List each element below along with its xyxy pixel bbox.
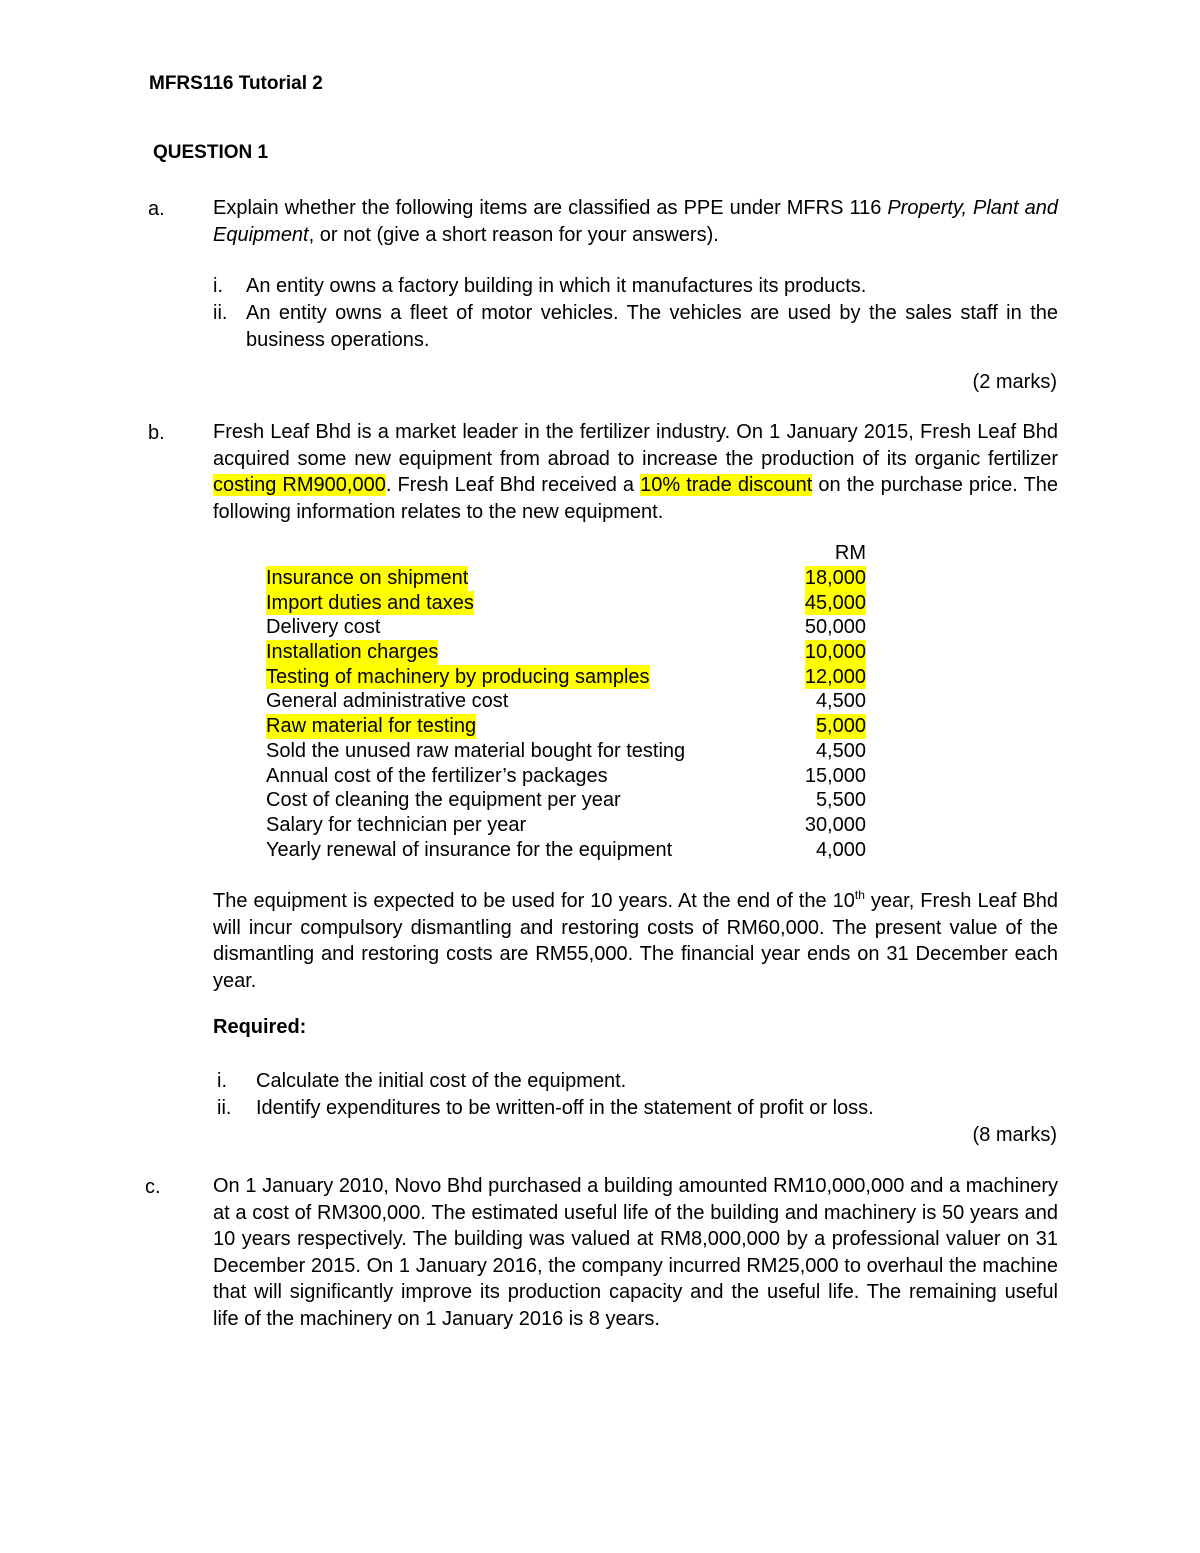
cost-value: 5,500: [815, 789, 866, 812]
list-item: [213, 273, 1058, 300]
cost-label: General administrative cost: [266, 690, 509, 713]
cost-value: 30,000: [804, 813, 866, 836]
cost-label: Cost of cleaning the equipment per year: [266, 789, 621, 812]
item-text: Calculate the initial cost of the equipment.: [256, 1070, 627, 1092]
part-b-intro-end: on the purchase price. The following information relates to the new equipment.: [213, 474, 1058, 523]
cost-row: [266, 640, 866, 665]
cost-value: 15,000: [804, 764, 866, 787]
purchase-cost-highlight: costing RM900,000: [213, 474, 386, 496]
item-number: i.: [213, 275, 223, 297]
cost-row: [266, 615, 866, 640]
part-b-marks: (8 marks): [972, 1124, 1057, 1146]
cost-row: [266, 591, 866, 616]
part-a-items: [213, 273, 1058, 354]
cost-label: Insurance on shipment: [266, 567, 469, 589]
cost-label: Annual cost of the fertilizer’s packages: [266, 764, 608, 787]
item-text: An entity owns a factory building in which it manufactures its products.: [246, 275, 867, 297]
required-items: [213, 1068, 1058, 1122]
cost-row: [266, 689, 866, 714]
cost-label: Raw material for testing: [266, 715, 477, 738]
cost-label: Installation charges: [266, 641, 439, 664]
part-a-intro: [213, 195, 1058, 248]
cost-label: Yearly renewal of insurance for the equipment: [266, 838, 673, 861]
cost-row: [266, 764, 866, 789]
part-b-life-text-2: year, Fresh Leaf Bhd will incur compulsory dismantling and restoring costs of RM60,000. The present value of the dismantling and restoring costs are RM55,000. The financial year ends on 31 December each year.: [213, 890, 1058, 992]
list-item: [213, 1068, 1058, 1095]
cost-value: 12,000: [804, 665, 866, 688]
item-number: ii.: [217, 1097, 232, 1119]
cost-table-header: [266, 542, 866, 566]
cost-value: 10,000: [804, 641, 866, 664]
ordinal-suffix: th: [854, 888, 865, 902]
list-item: [213, 300, 1058, 354]
cost-label: Import duties and taxes: [266, 591, 474, 614]
item-number: ii.: [213, 302, 228, 324]
cost-row: [266, 665, 866, 690]
part-b-intro-text: Fresh Leaf Bhd is a market leader in the fertilizer industry. On 1 January 2015, Fresh Leaf Bhd acquired some new equipment from abroad to increase the production of its organic fertilizer: [213, 421, 1058, 470]
required-label: Required:: [213, 1016, 307, 1038]
cost-value: 18,000: [804, 567, 866, 589]
cost-row: [266, 566, 866, 591]
cost-row: [266, 813, 866, 838]
cost-rows: [266, 566, 866, 862]
cost-value: 4,500: [815, 739, 866, 762]
part-b-marker: b.: [148, 422, 165, 444]
cost-value: 5,000: [815, 715, 866, 738]
cost-value: 45,000: [804, 591, 866, 614]
list-item: [213, 1095, 1058, 1122]
document-title: MFRS116 Tutorial 2: [149, 73, 323, 94]
trade-discount-highlight: 10% trade discount: [640, 474, 813, 496]
item-text: Identify expenditures to be written-off in the statement of profit or loss.: [256, 1097, 874, 1119]
question-heading: QUESTION 1: [153, 142, 269, 163]
item-number: i.: [217, 1070, 227, 1092]
part-c-marker: c.: [145, 1176, 161, 1198]
part-a-intro-text-1: Explain whether the following items are classified as PPE under MFRS 116: [213, 197, 888, 219]
part-a-marker: a.: [148, 198, 165, 220]
cost-row: [266, 739, 866, 764]
part-b-life-text-1: The equipment is expected to be used for 10 years. At the end of the 10: [213, 890, 855, 912]
cost-row: [266, 838, 866, 863]
cost-table: [266, 542, 866, 862]
cost-value: 50,000: [804, 616, 866, 639]
cost-row: [266, 714, 866, 739]
part-a-standard-name: Property, Plant and Equipment: [213, 197, 1058, 246]
cost-label: Testing of machinery by producing samples: [266, 665, 650, 688]
cost-label: Salary for technician per year: [266, 813, 527, 836]
cost-row: [266, 788, 866, 813]
part-c-text: On 1 January 2010, Novo Bhd purchased a building amounted RM10,000,000 and a machinery at a cost of RM300,000. The estimated useful life of the building and machinery is 50 years and 10 years respectively. The building was valued at RM8,000,000 by a professional valuer on 31 December 2015. On 1 January 2016, the company incurred RM25,000 to overhaul the machine that will significantly improve its production capacity and the useful life. The remaining useful life of the machinery on 1 January 2016 is 8 years.: [213, 1175, 1058, 1330]
part-a-intro-text-2: , or not (give a short reason for your answers).: [308, 223, 719, 246]
part-a-marks: (2 marks): [972, 371, 1057, 393]
cost-label: Delivery cost: [266, 616, 381, 639]
item-text: An entity owns a fleet of motor vehicles. The vehicles are used by the sales staff in the business operations.: [246, 302, 1058, 351]
part-b-intro-mid: . Fresh Leaf Bhd received a: [385, 474, 641, 496]
part-b-equipment-life: [213, 888, 1058, 994]
part-b-intro: [213, 419, 1058, 525]
cost-value: 4,000: [815, 838, 866, 861]
currency-header: RM: [834, 542, 866, 564]
cost-value: 4,500: [815, 690, 866, 713]
cost-label: Sold the unused raw material bought for testing: [266, 739, 686, 762]
